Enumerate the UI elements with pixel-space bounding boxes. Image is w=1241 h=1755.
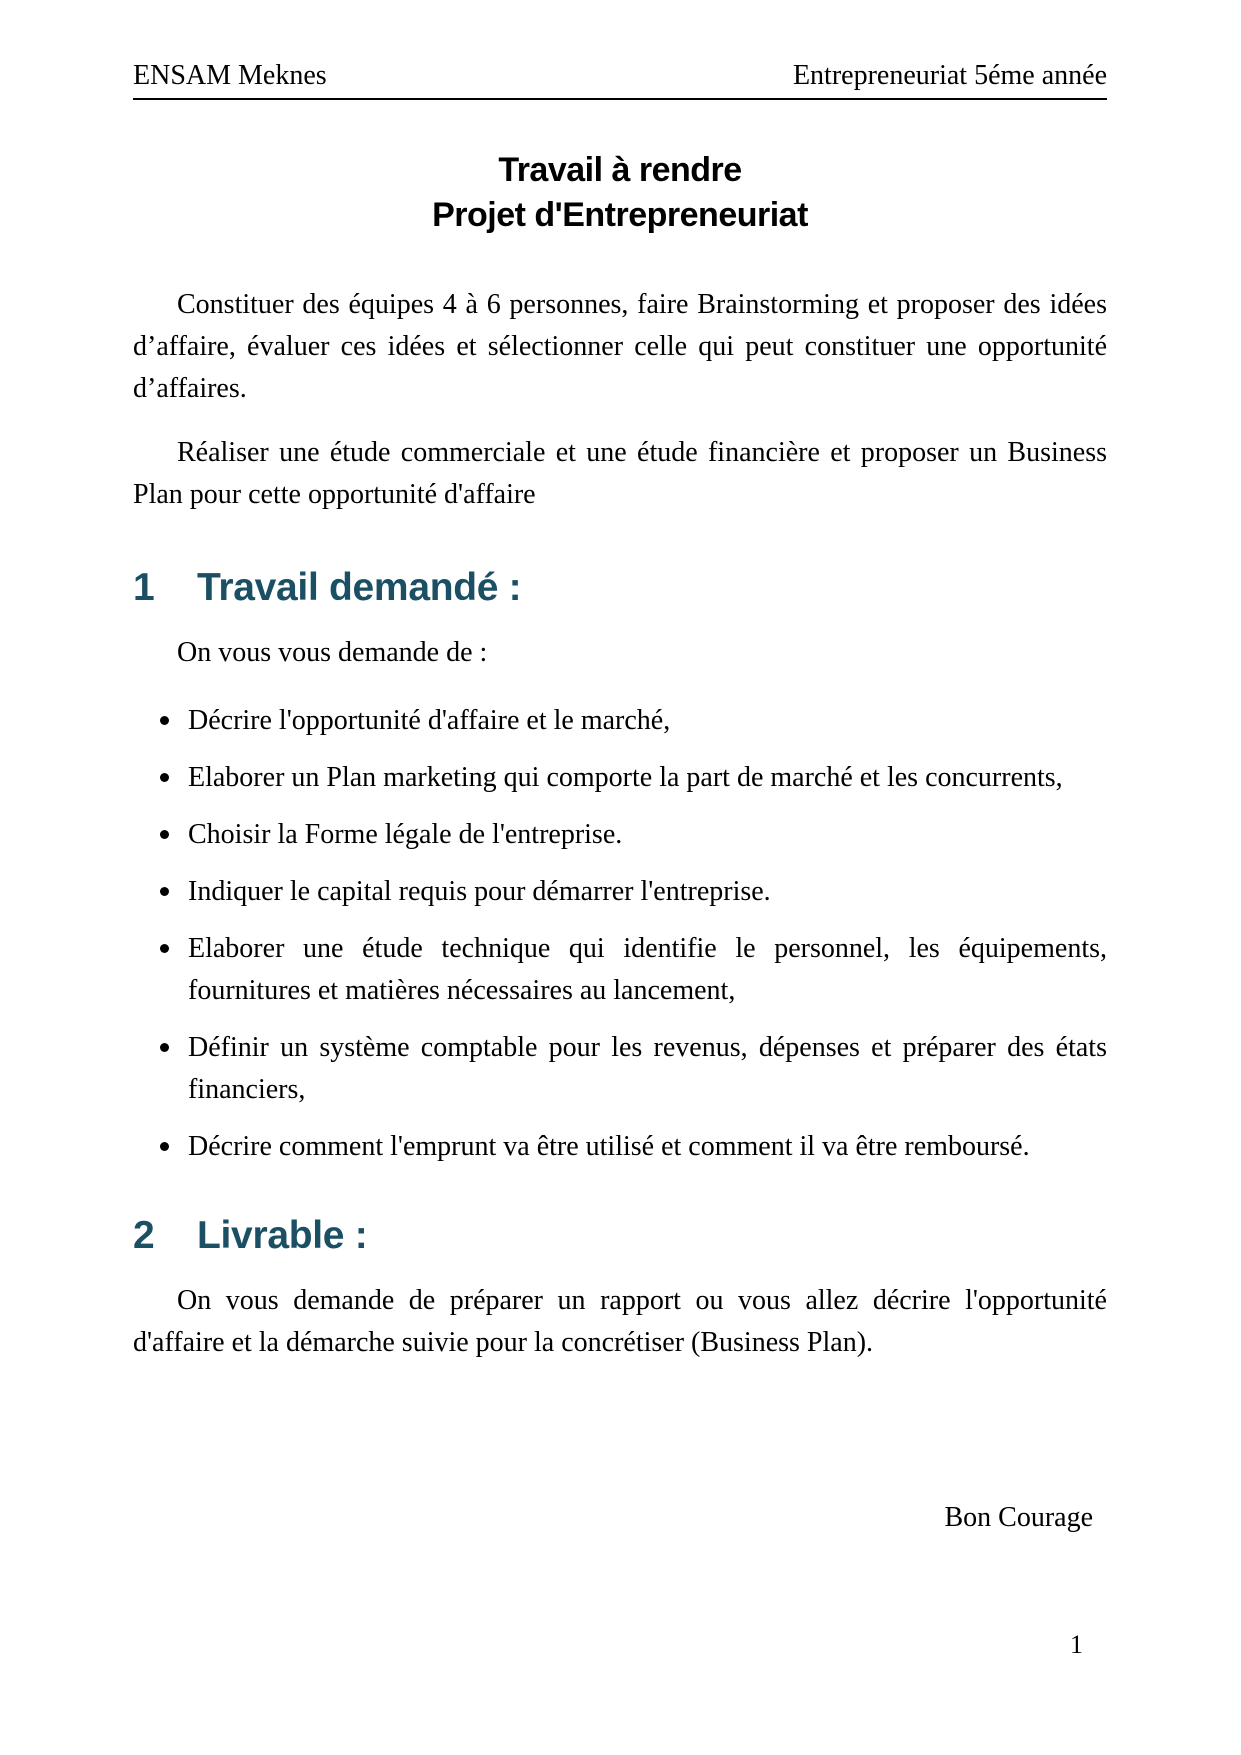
closing-text: Bon Courage [944,1502,1093,1533]
section-1-number: 1 [133,566,155,609]
bullet-text: Définir un système comptable pour les revenus, dépenses et préparer des états financiers, [188,1032,1107,1105]
bullet-icon [160,773,169,782]
bullet-text: Indiquer le capital requis pour démarrer l'entreprise. [188,876,771,907]
section-2-title: Livrable : [197,1214,368,1257]
bullet-text: Elaborer un Plan marketing qui comporte la part de marché et les concurrents, [188,762,1063,793]
header-left-text: ENSAM Meknes [133,60,327,91]
list-item [133,700,1107,742]
intro-paragraph-2: Réaliser une étude commerciale et une étude financière et proposer un Business Plan pour cette opportunité d'affaire [133,437,1107,510]
section-heading-1 [133,564,1107,612]
list-item [133,871,1107,913]
bullet-icon [160,1043,169,1052]
list-item [133,814,1107,856]
document-title [133,148,1107,238]
title-line-1: Travail à rendre [498,151,742,189]
title-line-2: Projet d'Entrepreneuriat [432,196,808,234]
section-1-lead: On vous vous demande de : [177,637,488,668]
bullet-icon [160,830,169,839]
header-right-text: Entrepreneuriat 5éme année [792,60,1107,91]
bullet-icon [160,887,169,896]
intro-paragraph-1: Constituer des équipes 4 à 6 personnes, faire Brainstorming et proposer des idées d’affaire, évaluer ces idées et sélectionner celle qui peut constituer une opportunité d’affaires. [133,289,1107,404]
page-number: 1 [1070,1630,1083,1659]
task-bullet-list [133,700,1107,1168]
section-heading-2 [133,1212,1107,1260]
bullet-icon [160,1142,169,1151]
bullet-text: Choisir la Forme légale de l'entreprise. [188,819,623,850]
running-header [133,58,1107,100]
section-1-title: Travail demandé : [197,566,522,609]
section-2-paragraph: On vous demande de préparer un rapport ou vous allez décrire l'opportunité d'affaire et la démarche suivie pour la concrétiser (Business Plan). [133,1285,1107,1358]
list-item [133,1126,1107,1168]
list-item [133,757,1107,799]
bullet-text: Décrire comment l'emprunt va être utilisé et comment il va être remboursé. [188,1131,1030,1162]
bullet-icon [160,944,169,953]
bullet-text: Elaborer une étude technique qui identifie le personnel, les équipements, fournitures et matières nécessaires au lancement, [188,933,1107,1006]
bullet-icon [160,716,169,725]
section-2-number: 2 [133,1214,155,1257]
list-item [133,1027,1107,1111]
bullet-text: Décrire l'opportunité d'affaire et le marché, [188,705,671,736]
list-item [133,928,1107,1012]
